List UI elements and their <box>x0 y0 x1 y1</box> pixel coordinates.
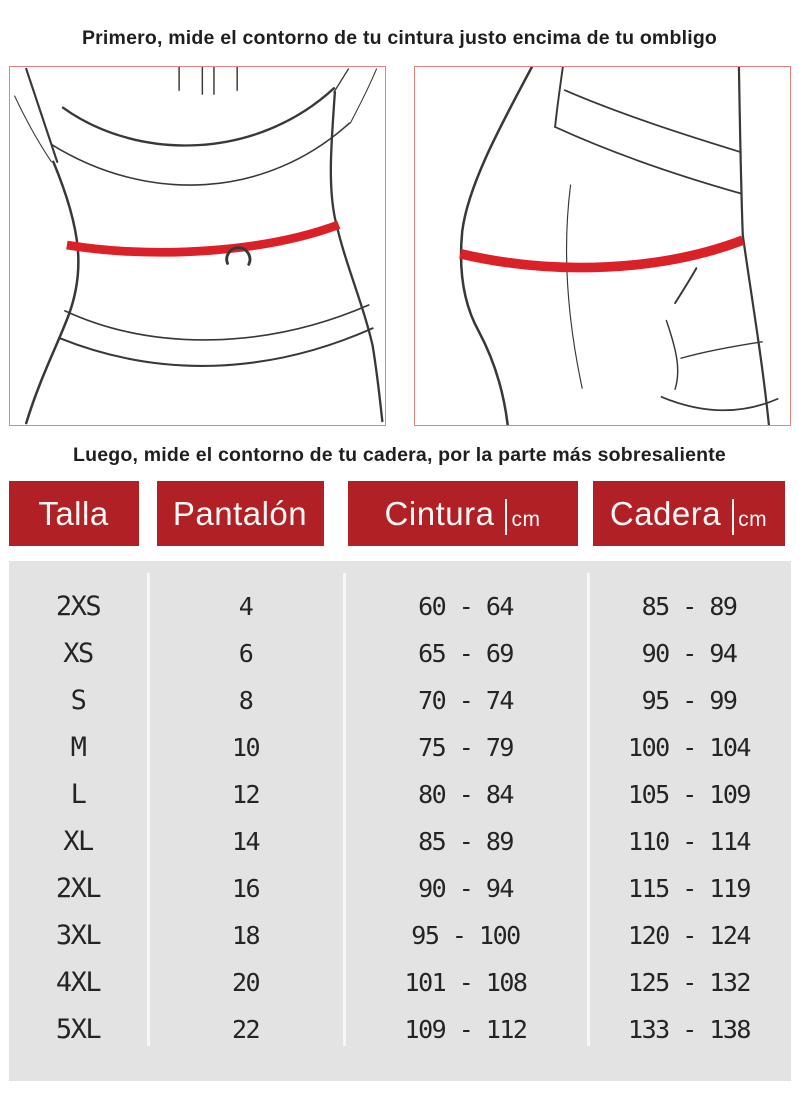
cell-cadera: 100 - 104 <box>628 733 750 762</box>
cell-pantalon: 14 <box>231 827 260 856</box>
table-row <box>9 677 791 724</box>
cell-pantalon: 8 <box>238 686 253 715</box>
table-row <box>9 630 791 677</box>
cell-cadera: 133 - 138 <box>628 1015 750 1044</box>
front-torso-sketch-icon <box>10 67 385 425</box>
header-cintura-unit: cm <box>511 508 541 531</box>
cell-talla: XL <box>63 826 93 857</box>
cell-cintura: 85 - 89 <box>418 827 513 856</box>
cell-cadera: 120 - 124 <box>628 921 750 950</box>
size-chart-table <box>9 481 791 1081</box>
header-talla <box>9 481 139 546</box>
cell-talla: XS <box>63 638 93 669</box>
waist-measure-illustration <box>9 66 386 426</box>
cell-cintura: 65 - 69 <box>418 639 513 668</box>
hip-measure-illustration <box>414 66 791 426</box>
cell-cadera: 110 - 114 <box>628 827 750 856</box>
table-row <box>9 959 791 1006</box>
cell-talla: 2XS <box>55 591 101 622</box>
cell-cadera: 125 - 132 <box>628 968 750 997</box>
cell-cadera: 90 - 94 <box>641 639 737 668</box>
header-cintura-label: Cintura <box>384 495 495 532</box>
header-pantalon-label: Pantalón <box>172 495 308 532</box>
cell-pantalon: 16 <box>231 874 260 903</box>
table-row <box>9 865 791 912</box>
cell-cintura: 90 - 94 <box>418 874 513 903</box>
column-divider <box>587 573 590 1046</box>
cell-pantalon: 10 <box>231 733 260 762</box>
cell-cadera: 105 - 109 <box>628 780 750 809</box>
header-cintura <box>348 481 578 546</box>
size-chart-header-row <box>9 481 791 546</box>
cell-cintura: 60 - 64 <box>418 592 513 621</box>
side-hip-sketch-icon <box>415 67 790 425</box>
cell-pantalon: 22 <box>231 1015 260 1044</box>
header-pantalon <box>157 481 324 546</box>
cell-cintura: 95 - 100 <box>411 921 520 950</box>
cell-talla: 3XL <box>55 920 101 951</box>
cell-talla: 2XL <box>55 873 101 904</box>
cell-cadera: 85 - 89 <box>641 592 737 621</box>
cell-pantalon: 4 <box>238 592 253 621</box>
table-row <box>9 771 791 818</box>
header-cadera-label: Cadera <box>609 495 722 532</box>
measurement-figures <box>9 66 791 426</box>
cell-pantalon: 20 <box>231 968 260 997</box>
table-row <box>9 724 791 771</box>
cell-talla: 4XL <box>55 967 101 998</box>
cell-pantalon: 6 <box>238 639 253 668</box>
header-cadera <box>593 481 785 546</box>
header-talla-label: Talla <box>38 495 109 532</box>
hip-instruction-text: Luego, mide el contorno de tu cadera, por la parte más sobresaliente <box>73 444 726 466</box>
table-row <box>9 583 791 630</box>
cell-cadera: 95 - 99 <box>641 686 737 715</box>
cell-talla: M <box>70 732 86 763</box>
unit-divider-bar <box>505 499 507 535</box>
cell-pantalon: 12 <box>231 780 260 809</box>
waist-instruction-text: Primero, mide el contorno de tu cintura justo encima de tu ombligo <box>81 27 718 49</box>
table-row <box>9 912 791 959</box>
cell-cintura: 109 - 112 <box>404 1015 527 1044</box>
header-cadera-unit: cm <box>738 508 768 531</box>
cell-talla: L <box>70 779 86 810</box>
column-divider <box>343 573 346 1046</box>
cell-cintura: 80 - 84 <box>418 780 513 809</box>
size-chart-body <box>9 561 791 1081</box>
cell-talla: 5XL <box>55 1014 101 1045</box>
cell-cintura: 101 - 108 <box>404 968 527 997</box>
unit-divider-bar <box>732 499 734 535</box>
cell-pantalon: 18 <box>231 921 260 950</box>
cell-talla: S <box>70 685 86 716</box>
table-row <box>9 818 791 865</box>
cell-cintura: 70 - 74 <box>418 686 513 715</box>
cell-cadera: 115 - 119 <box>628 874 750 903</box>
table-row <box>9 1006 791 1053</box>
column-divider <box>147 573 150 1046</box>
cell-cintura: 75 - 79 <box>418 733 513 762</box>
